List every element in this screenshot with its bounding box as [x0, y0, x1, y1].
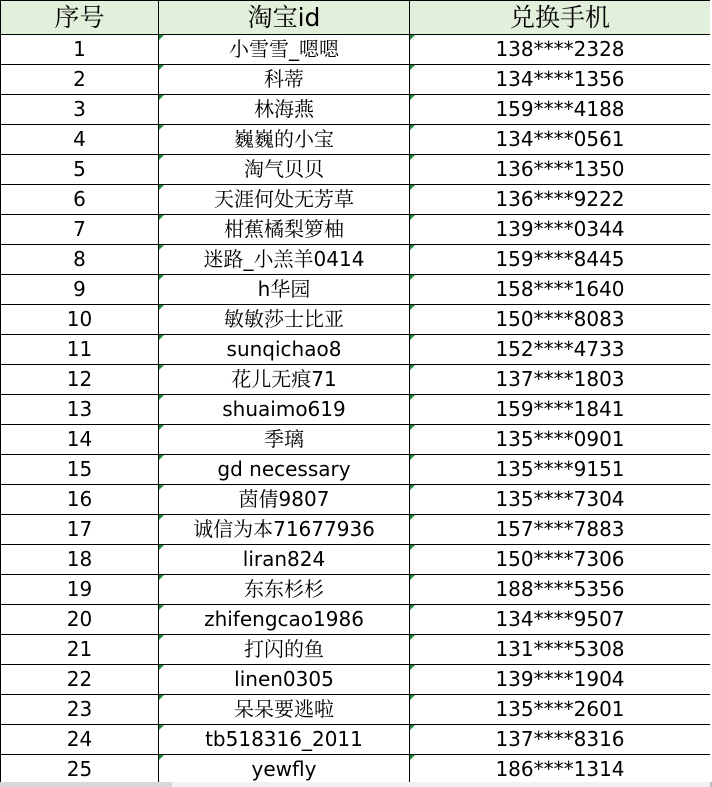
text-number-indicator-icon — [159, 95, 164, 100]
text-number-indicator-icon — [410, 35, 415, 40]
text-number-indicator-icon — [159, 665, 164, 670]
cell-phone[interactable]: 150****7306 — [410, 545, 711, 575]
cell-phone[interactable]: 135****7304 — [410, 485, 711, 515]
cell-taobao-id[interactable]: tb518316_2011 — [159, 725, 410, 755]
table-row — [1, 515, 711, 545]
cell-taobao-id[interactable]: 茵倩9807 — [159, 485, 410, 515]
cell-taobao-id[interactable]: 花儿无痕71 — [159, 365, 410, 395]
text-number-indicator-icon — [159, 425, 164, 430]
sheet-tab-bar — [0, 782, 712, 787]
cell-serial-number[interactable]: 20 — [1, 605, 159, 635]
cell-taobao-id[interactable]: 打闪的鱼 — [159, 635, 410, 665]
cell-taobao-id[interactable]: 科蒂 — [159, 65, 410, 95]
cell-taobao-id[interactable]: sunqichao8 — [159, 335, 410, 365]
cell-taobao-id[interactable]: 天涯何处无芳草 — [159, 185, 410, 215]
table-row — [1, 65, 711, 95]
text-number-indicator-icon — [410, 215, 415, 220]
cell-serial-number[interactable]: 12 — [1, 365, 159, 395]
header-phone[interactable]: 兑换手机 — [410, 1, 711, 35]
cell-taobao-id[interactable]: 柑蕉橘梨箩柚 — [159, 215, 410, 245]
table-row — [1, 455, 711, 485]
cell-serial-number[interactable]: 23 — [1, 695, 159, 725]
text-number-indicator-icon — [410, 425, 415, 430]
text-number-indicator-icon — [410, 515, 415, 520]
table-row — [1, 245, 711, 275]
cell-taobao-id[interactable]: 淘气贝贝 — [159, 155, 410, 185]
table-row — [1, 365, 711, 395]
table-row — [1, 335, 711, 365]
text-number-indicator-icon — [410, 455, 415, 460]
cell-serial-number[interactable]: 10 — [1, 305, 159, 335]
text-number-indicator-icon — [159, 65, 164, 70]
cell-serial-number[interactable]: 2 — [1, 65, 159, 95]
header-row — [1, 1, 711, 35]
cell-phone[interactable]: 137****8316 — [410, 725, 711, 755]
cell-taobao-id[interactable]: 巍巍的小宝 — [159, 125, 410, 155]
cell-phone[interactable]: 135****9151 — [410, 455, 711, 485]
text-number-indicator-icon — [410, 155, 415, 160]
text-number-indicator-icon — [410, 635, 415, 640]
cell-phone[interactable]: 150****8083 — [410, 305, 711, 335]
cell-phone[interactable]: 134****9507 — [410, 605, 711, 635]
cell-taobao-id[interactable]: shuaimo619 — [159, 395, 410, 425]
text-number-indicator-icon — [159, 755, 164, 760]
text-number-indicator-icon — [410, 725, 415, 730]
text-number-indicator-icon — [159, 35, 164, 40]
cell-taobao-id[interactable]: 迷路_小羔羊0414 — [159, 245, 410, 275]
cell-serial-number[interactable]: 25 — [1, 755, 159, 785]
text-number-indicator-icon — [410, 605, 415, 610]
table-row — [1, 305, 711, 335]
table-row — [1, 185, 711, 215]
cell-phone[interactable]: 136****1350 — [410, 155, 711, 185]
cell-serial-number[interactable]: 14 — [1, 425, 159, 455]
table-row — [1, 605, 711, 635]
text-number-indicator-icon — [410, 95, 415, 100]
cell-serial-number[interactable]: 24 — [1, 725, 159, 755]
text-number-indicator-icon — [410, 65, 415, 70]
text-number-indicator-icon — [159, 515, 164, 520]
text-number-indicator-icon — [159, 635, 164, 640]
text-number-indicator-icon — [410, 245, 415, 250]
cell-phone[interactable]: 137****1803 — [410, 365, 711, 395]
text-number-indicator-icon — [159, 695, 164, 700]
cell-phone[interactable]: 131****5308 — [410, 635, 711, 665]
text-number-indicator-icon — [410, 365, 415, 370]
table-row — [1, 665, 711, 695]
cell-serial-number[interactable]: 9 — [1, 275, 159, 305]
cell-serial-number[interactable]: 18 — [1, 545, 159, 575]
cell-taobao-id[interactable]: 敏敏莎士比亚 — [159, 305, 410, 335]
text-number-indicator-icon — [159, 275, 164, 280]
cell-taobao-id[interactable]: h华园 — [159, 275, 410, 305]
header-serial-number[interactable]: 序号 — [1, 1, 159, 35]
text-number-indicator-icon — [410, 755, 415, 760]
table-row — [1, 95, 711, 125]
cell-phone[interactable]: 152****4733 — [410, 335, 711, 365]
sheet-tab[interactable] — [0, 782, 172, 787]
cell-serial-number[interactable]: 7 — [1, 215, 159, 245]
text-number-indicator-icon — [159, 485, 164, 490]
cell-taobao-id[interactable]: liran824 — [159, 545, 410, 575]
table-row — [1, 425, 711, 455]
cell-serial-number[interactable]: 3 — [1, 95, 159, 125]
text-number-indicator-icon — [159, 185, 164, 190]
header-taobao-id[interactable]: 淘宝id — [159, 1, 410, 35]
text-number-indicator-icon — [410, 665, 415, 670]
cell-phone[interactable]: 138****2328 — [410, 35, 711, 65]
cell-taobao-id[interactable]: 小雪雪_嗯嗯 — [159, 35, 410, 65]
text-number-indicator-icon — [159, 725, 164, 730]
cell-taobao-id[interactable]: 东东杉杉 — [159, 575, 410, 605]
text-number-indicator-icon — [159, 155, 164, 160]
text-number-indicator-icon — [159, 605, 164, 610]
text-number-indicator-icon — [410, 695, 415, 700]
text-number-indicator-icon — [159, 125, 164, 130]
text-number-indicator-icon — [410, 395, 415, 400]
text-number-indicator-icon — [410, 185, 415, 190]
text-number-indicator-icon — [410, 545, 415, 550]
text-number-indicator-icon — [410, 125, 415, 130]
text-number-indicator-icon — [159, 365, 164, 370]
cell-phone[interactable]: 136****9222 — [410, 185, 711, 215]
table-row — [1, 215, 711, 245]
cell-phone[interactable]: 159****8445 — [410, 245, 711, 275]
table-row — [1, 155, 711, 185]
text-number-indicator-icon — [410, 485, 415, 490]
table-row — [1, 545, 711, 575]
table-row — [1, 725, 711, 755]
text-number-indicator-icon — [410, 575, 415, 580]
cell-phone[interactable]: 134****1356 — [410, 65, 711, 95]
cell-taobao-id[interactable]: 呆呆要逃啦 — [159, 695, 410, 725]
cell-phone[interactable]: 186****1314 — [410, 755, 711, 785]
cell-serial-number[interactable]: 6 — [1, 185, 159, 215]
cell-taobao-id[interactable]: 季璃 — [159, 425, 410, 455]
table-row — [1, 275, 711, 305]
text-number-indicator-icon — [159, 575, 164, 580]
cell-serial-number[interactable]: 11 — [1, 335, 159, 365]
text-number-indicator-icon — [159, 335, 164, 340]
cell-serial-number[interactable]: 15 — [1, 455, 159, 485]
table-row — [1, 35, 711, 65]
cell-serial-number[interactable]: 4 — [1, 125, 159, 155]
cell-phone[interactable]: 134****0561 — [410, 125, 711, 155]
table-row — [1, 635, 711, 665]
table-body — [1, 35, 711, 785]
cell-serial-number[interactable]: 8 — [1, 245, 159, 275]
cell-serial-number[interactable]: 16 — [1, 485, 159, 515]
text-number-indicator-icon — [159, 305, 164, 310]
cell-serial-number[interactable]: 21 — [1, 635, 159, 665]
cell-phone[interactable]: 157****7883 — [410, 515, 711, 545]
cell-serial-number[interactable]: 5 — [1, 155, 159, 185]
text-number-indicator-icon — [410, 335, 415, 340]
text-number-indicator-icon — [159, 395, 164, 400]
text-number-indicator-icon — [159, 455, 164, 460]
cell-phone[interactable]: 159****4188 — [410, 95, 711, 125]
table-row — [1, 125, 711, 155]
cell-taobao-id[interactable]: linen0305 — [159, 665, 410, 695]
table-row — [1, 395, 711, 425]
table-row — [1, 755, 711, 785]
cell-taobao-id[interactable]: yewfly — [159, 755, 410, 785]
cell-phone[interactable]: 158****1640 — [410, 275, 711, 305]
cell-phone[interactable]: 135****0901 — [410, 425, 711, 455]
text-number-indicator-icon — [159, 545, 164, 550]
cell-phone[interactable]: 139****0344 — [410, 215, 711, 245]
table-row — [1, 695, 711, 725]
cell-serial-number[interactable]: 19 — [1, 575, 159, 605]
text-number-indicator-icon — [159, 215, 164, 220]
cell-taobao-id[interactable]: 林海燕 — [159, 95, 410, 125]
cell-taobao-id[interactable]: zhifengcao1986 — [159, 605, 410, 635]
cell-phone[interactable]: 159****1841 — [410, 395, 711, 425]
text-number-indicator-icon — [410, 305, 415, 310]
table-row — [1, 575, 711, 605]
table-row — [1, 485, 711, 515]
cell-taobao-id[interactable]: gd necessary — [159, 455, 410, 485]
text-number-indicator-icon — [410, 275, 415, 280]
cell-phone[interactable]: 135****2601 — [410, 695, 711, 725]
cell-serial-number[interactable]: 22 — [1, 665, 159, 695]
cell-taobao-id[interactable]: 诚信为本71677936 — [159, 515, 410, 545]
cell-serial-number[interactable]: 13 — [1, 395, 159, 425]
cell-serial-number[interactable]: 1 — [1, 35, 159, 65]
text-number-indicator-icon — [159, 245, 164, 250]
cell-phone[interactable]: 139****1904 — [410, 665, 711, 695]
cell-phone[interactable]: 188****5356 — [410, 575, 711, 605]
cell-serial-number[interactable]: 17 — [1, 515, 159, 545]
